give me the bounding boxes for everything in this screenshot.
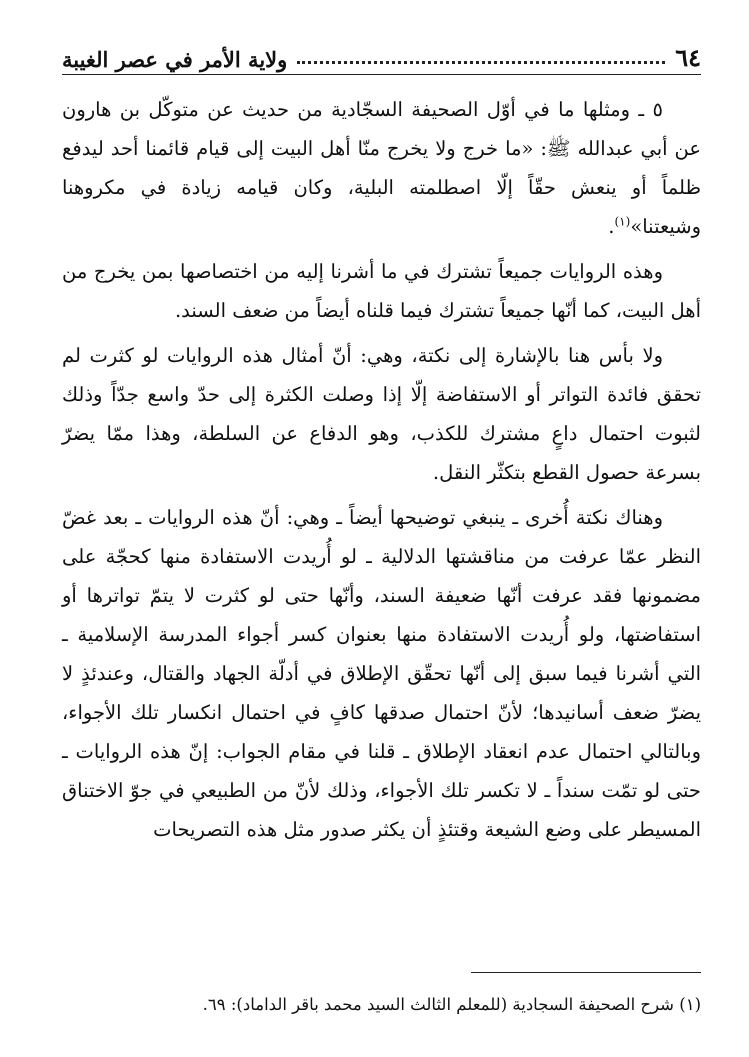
body-text [62, 90, 701, 855]
footnote-rule [471, 972, 701, 973]
header-dot-leader [297, 61, 665, 64]
footnote-reference: (١) [614, 214, 631, 229]
paragraph-2: وهذه الروايات جميعاً تشترك في ما أشرنا إليه من اختصاصها بمن يخرج من أهل البيت، كما أنّها جميعاً تشترك فيما قلناه أيضاً من ضعف السند. [62, 260, 701, 322]
page-header [62, 30, 701, 70]
running-title: ولاية الأمر في عصر الغيبة [62, 47, 288, 72]
paragraph-4: وهناك نكتة أُخرى ـ ينبغي توضيحها أيضاً ـ وهي: أنّ هذه الروايات ـ بعد غضّ النظر عمّا عرفت من مناقشتها الدلالية ـ لو أُريدت الاستفادة منها كحجّة على مضمونها فقد عرفت أنّها ضعيفة السند، وأنّها حتى لو كثرت لا يتمّ تواترها أو استفاضتها، ولو أُريدت الاستفادة منها بعنوان كسر أجواء المدرسة الإسلامية ـ التي أشرنا فيما سبق إلى أنّها تحقّق الإطلاق في أدلّة الجهاد والقتال، وعندئذٍ لا يضرّ ضعف أسانيدها؛ لأنّ احتمال صدقها كافٍ في احتمال انكسار تلك الأجواء، وبالتالي احتمال عدم انعقاد الإطلاق ـ قلنا في مقام الجواب: إنّ هذه الروايات ـ حتى لو تمّت سنداً ـ لا تكسر تلك الأجواء، وذلك لأنّ من الطبيعي في جوّ الاختناق المسيطر على وضع الشيعة وقتئذٍ أن يكثر صدور مثل هذه التصريحات [62, 506, 701, 841]
paragraph-3: ولا بأس هنا بالإشارة إلى نكتة، وهي: أنّ أمثال هذه الروايات لو كثرت لم تحقق فائدة التواتر أو الاستفاضة إلّا إذا وصلت الكثرة إلى حدّ واسع جدّاً وذلك لثبوت احتمال داعٍ مشترك للكذب، وهو الدفاع عن السلطة، وهذا ممّا يضرّ بسرعة حصول القطع بتكثّر النقل. [62, 344, 701, 484]
paragraph-1-text: ٥ ـ ومثلها ما في أوّل الصحيفة السجّادية من حديث عن متوكّل بن هارون عن أبي عبدالله ﷺ: «ما خرج ولا يخرج منّا أهل البيت إلى قيام قائمنا أحد ليدفع ظلماً أو ينعش حقّاً إلّا اصطلمته البلية، وكان قيامه زيادة في مكروهنا وشيعتنا» [62, 98, 701, 238]
page-number: ٦٤ [675, 43, 701, 72]
header-rule [62, 74, 701, 75]
footnote: (١) شرح الصحيفة السجادية (للمعلم الثالث السيد محمد باقر الداماد): ٦٩. [202, 995, 701, 1014]
paragraph-1 [62, 90, 701, 246]
paragraph-1-end: . [608, 215, 615, 238]
